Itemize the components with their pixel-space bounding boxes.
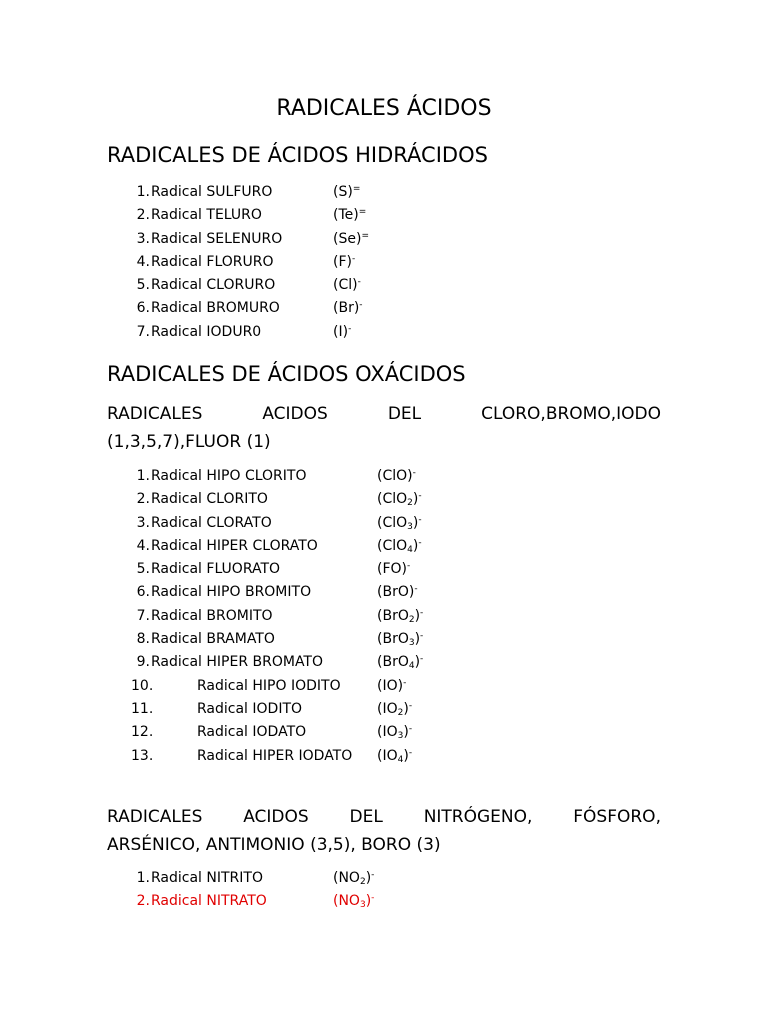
subheading-cloro-bromo-iodo: RADICALES ACIDOS DEL CLORO,BROMO,IODO (1,3,5,7),FLUOR (1): [107, 404, 661, 452]
list-item: [0, 628, 768, 651]
item-number: 4.: [136, 253, 150, 270]
list-oxacidos-halogenos: [0, 465, 768, 768]
item-name: Radical FLUORATO: [151, 561, 281, 578]
list-item: [0, 321, 768, 344]
list-item: [0, 297, 768, 320]
item-name: Radical IODITO: [197, 700, 303, 717]
item-number: 1.: [136, 468, 150, 484]
item-formula: (IO)-: [377, 677, 407, 694]
item-number: 7.: [136, 323, 150, 340]
list-oxacidos-nitrogeno: [0, 867, 768, 914]
item-number: 1.: [136, 184, 150, 200]
item-name: Radical BRAMATO: [151, 631, 275, 648]
item-number: 8.: [136, 631, 150, 648]
item-name: Radical NITRITO: [151, 870, 263, 886]
list-item: [0, 721, 768, 744]
item-name: Radical NITRATO: [151, 893, 267, 910]
list-item: [0, 251, 768, 274]
item-formula: (Br)-: [333, 300, 363, 317]
item-number: 10.: [131, 677, 154, 694]
list-hidracidos: [0, 181, 768, 344]
item-formula: (ClO)-: [377, 468, 416, 484]
section-heading-hidracidos: RADICALES DE ÁCIDOS HIDRÁCIDOS: [107, 143, 488, 167]
item-name: Radical CLORATO: [151, 514, 272, 531]
item-formula: $(NO_3)^-$: [333, 893, 375, 911]
page-title: RADICALES ÁCIDOS: [276, 96, 492, 121]
item-formula: (S)=: [333, 184, 361, 200]
list-item: [0, 745, 768, 768]
item-formula: (BrO$_2$)-: [377, 607, 424, 625]
list-item: [0, 488, 768, 511]
item-number: 2.: [136, 893, 150, 910]
item-name: Radical HIPER CLORATO: [151, 537, 318, 554]
list-item-highlighted: [0, 890, 768, 913]
item-formula: $(IO_4)^-$: [377, 747, 413, 765]
item-name: Radical CLORITO: [151, 491, 268, 508]
item-name: Radical TELURO: [151, 207, 262, 224]
item-name: Radical BROMURO: [151, 300, 280, 317]
item-number: 13.: [131, 747, 154, 764]
item-formula: (ClO$_2$)-: [377, 491, 422, 509]
item-name: Radical SULFURO: [151, 184, 273, 200]
item-name: Radical HIPO BROMITO: [151, 584, 312, 601]
item-name: Radical SELENURO: [151, 230, 283, 247]
item-number: 3.: [136, 230, 150, 247]
subheading-nitrogeno-fosforo: RADICALES ACIDOS DEL NITRÓGENO, FÓSFORO, ARSÉNICO, ANTIMONIO (3,5), BORO (3): [107, 807, 661, 855]
item-number: 12.: [131, 724, 154, 741]
list-item: [0, 204, 768, 227]
item-number: 2.: [136, 491, 150, 508]
list-item: [0, 181, 768, 204]
item-name: Radical HIPER BROMATO: [151, 654, 324, 671]
item-name: Radical FLORURO: [151, 253, 274, 270]
item-name: Radical HIPER IODATO: [197, 747, 353, 764]
list-item: [0, 228, 768, 251]
list-item: [0, 558, 768, 581]
item-formula: (BrO$_4$)-: [377, 654, 424, 672]
item-number: 1.: [136, 870, 150, 886]
item-formula: (ClO$_4$)-: [377, 537, 422, 555]
item-name: Radical HIPO CLORITO: [151, 468, 307, 484]
item-formula: $(IO_3)^-$: [377, 724, 413, 742]
item-formula: (ClO$_3$)-: [377, 514, 422, 532]
item-formula: (Cl)-: [333, 277, 361, 294]
list-item: [0, 651, 768, 674]
item-number: 5.: [136, 561, 150, 578]
item-formula: (BrO)-: [377, 584, 418, 601]
item-formula: (BrO$_3$)-: [377, 631, 424, 649]
item-name: Radical IODATO: [197, 724, 307, 741]
item-number: 11.: [131, 700, 154, 717]
item-number: 7.: [136, 607, 150, 624]
item-formula: (FO)-: [377, 561, 411, 578]
item-formula: (F)-: [333, 253, 356, 270]
item-number: 6.: [136, 584, 150, 601]
list-item: [0, 581, 768, 604]
list-item: [0, 867, 768, 890]
list-item: [0, 675, 768, 698]
item-formula: (Se)=: [333, 230, 369, 247]
list-item: [0, 274, 768, 297]
item-name: Radical CLORURO: [151, 277, 276, 294]
item-number: 3.: [136, 514, 150, 531]
item-formula: (Te)=: [333, 207, 367, 224]
item-number: 9.: [136, 654, 150, 671]
item-name: Radical HIPO IODITO: [197, 677, 341, 694]
item-formula: (I)-: [333, 323, 352, 340]
list-item: [0, 698, 768, 721]
item-number: 5.: [136, 277, 150, 294]
item-name: Radical IODUR0: [151, 323, 262, 340]
item-number: 4.: [136, 537, 150, 554]
list-item: [0, 512, 768, 535]
item-number: 2.: [136, 207, 150, 224]
list-item: [0, 465, 768, 488]
item-formula: $(NO_2)^-$: [333, 870, 375, 887]
list-item: [0, 535, 768, 558]
item-name: Radical BROMITO: [151, 607, 273, 624]
list-item: [0, 605, 768, 628]
item-formula: $(IO_2)^-$: [377, 700, 413, 718]
section-heading-oxacidos: RADICALES DE ÁCIDOS OXÁCIDOS: [107, 362, 466, 386]
item-number: 6.: [136, 300, 150, 317]
